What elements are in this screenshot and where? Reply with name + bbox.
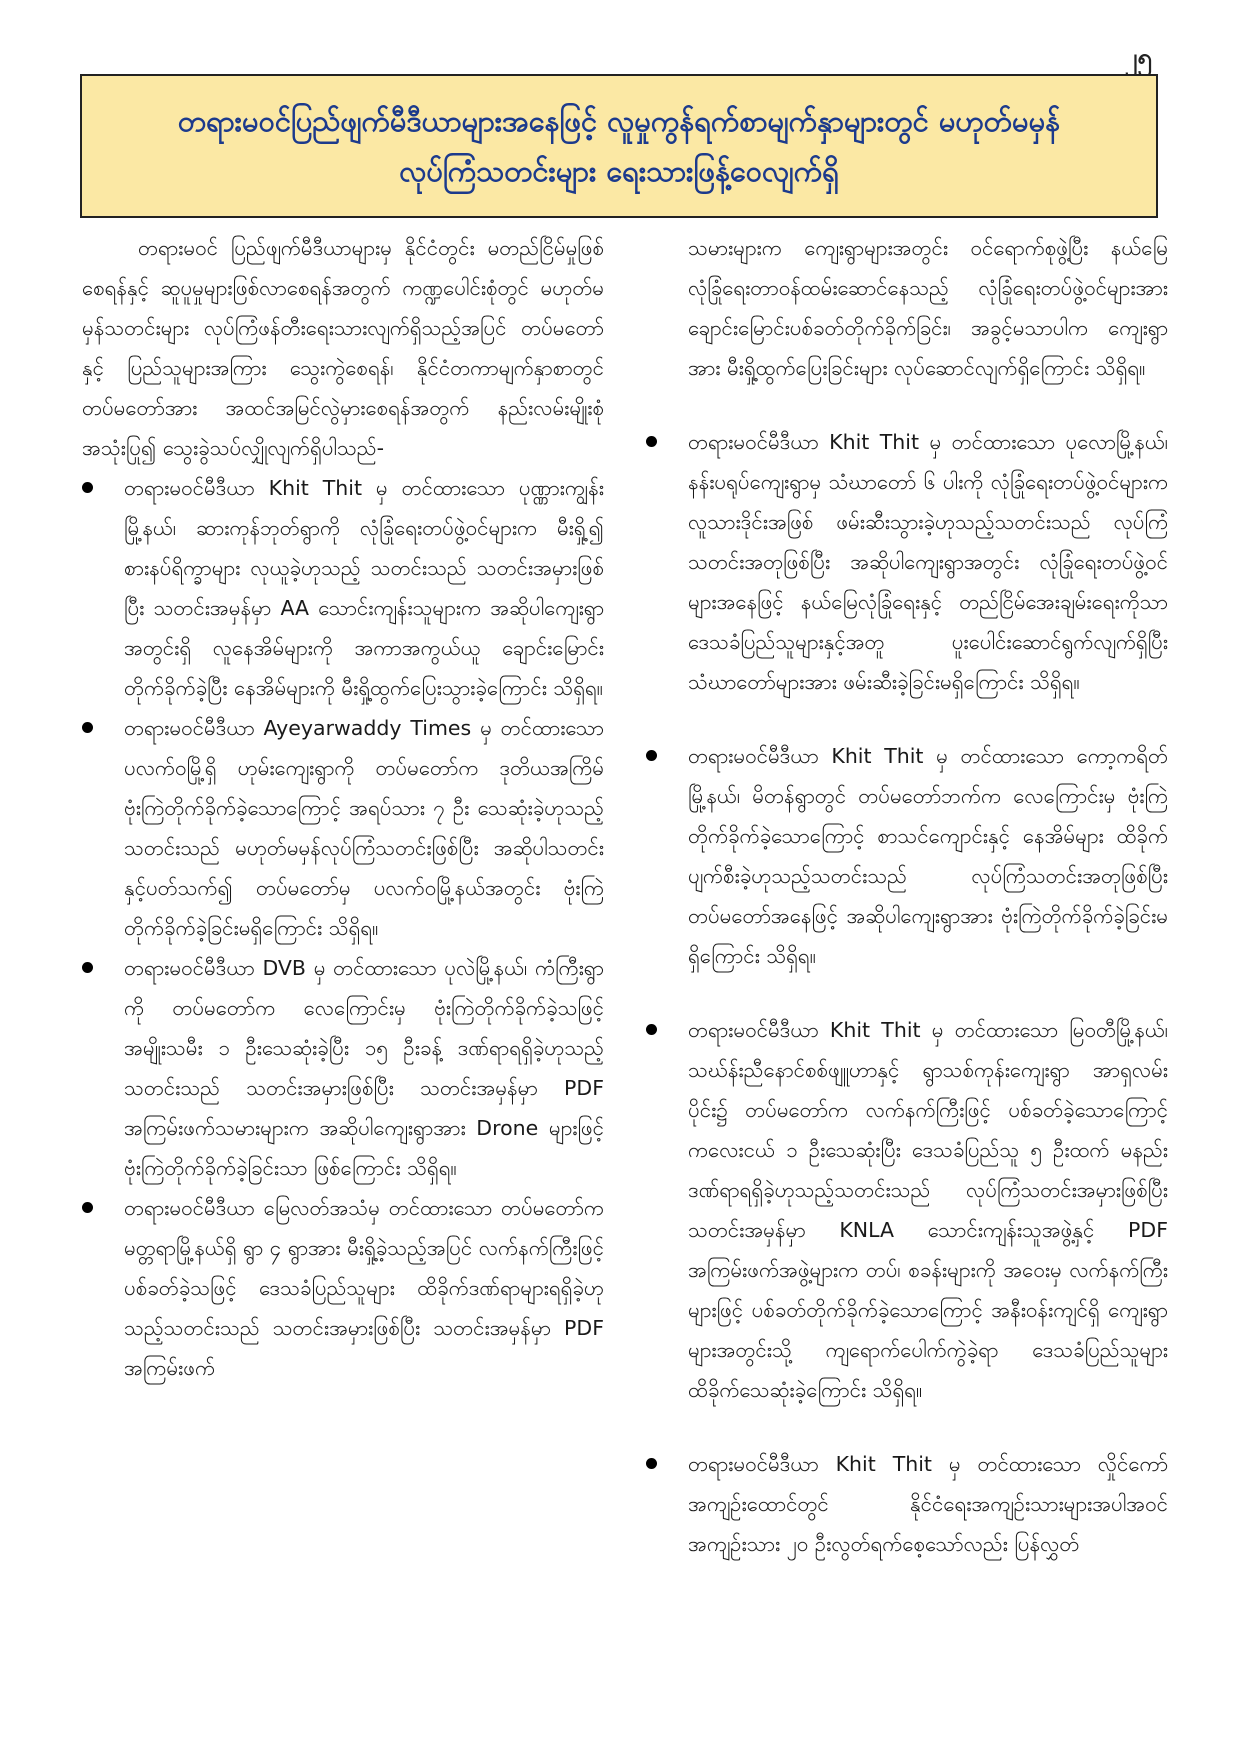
list-item-text: တရားမဝင်မီဒီယာ Khit Thit မှ တင်ထားသော မြဝတီမြို့နယ်၊ သဃ်န်းညီနောင်စစ်ဖျူဟာနှင့် ရွာသစ်ကုန်းကျေးရွာ အာရှလမ်းပိုင်း၌ တပ်မတော်က လက်နက်ကြီးဖြင့် ပစ်ခတ်ခဲ့သောကြောင့် ကလေးငယ် ၁ ဦးသေဆုံးပြီး ဒေသခံပြည်သူ ၅ ဦးထက် မနည်း ဒဏ်ရာရရှိခဲ့ဟုသည့်သတင်းသည် လုပ်ကြံသတင်းအမှားဖြစ်ပြီး သတင်းအမှန်မှာ KNLA သောင်းကျန်းသူအဖွဲ့နှင့် PDF အကြမ်းဖက်အဖွဲ့များက တပ်၊ စခန်းများကို အဝေးမှ လက်နက်ကြီးများဖြင့် ပစ်ခတ်တိုက်ခိုက်ခဲ့သောကြောင့် အနီးဝန်းကျင်ရှိ ကျေးရွာများအတွင်းသို့ ကျရောက်ပေါက်ကွဲခဲ့ရာ ဒေသခံပြည်သူများ ထိခိုက်သေဆုံးခဲ့ကြောင်း သိရှိရ။ — [688, 1018, 1168, 1402]
bullet-icon — [646, 436, 657, 447]
list-item-text: တရားမဝင်မီဒီယာ Ayeyarwaddy Times မှ တင်ထားသော ပလက်ဝမြို့ရှိ ဟုမ်းကျေးရွာကို တပ်မတော်က ဒုတိယအကြိမ် ဗုံးကြဲတိုက်ခိုက်ခဲ့သောကြောင့် အရပ်သား ၇ ဦး သေဆုံးခဲ့ဟုသည့်သတင်းသည် မဟုတ်မမှန်လုပ်ကြံသတင်းဖြစ်ပြီး အဆိုပါသတင်းနှင့်ပတ်သက်၍ တပ်မတော်မှ ပလက်ဝမြို့နယ်အတွင်း ဗုံးကြဲတိုက်ခိုက်ခဲ့ခြင်းမရှိကြောင်း သိရှိရ။ — [124, 716, 604, 940]
bullet-icon — [82, 482, 93, 493]
page-title-line-1: တရားမဝင်ပြည်ဖျက်မီဒီယာများအနေဖြင့် လူမှုကွန်ရက်စာမျက်နှာများတွင် မဟုတ်မမှန် — [177, 104, 1061, 138]
right-column — [646, 228, 1168, 1728]
list-item-text: တရားမဝင်မီဒီယာ DVB မှ တင်ထားသော ပုလဲမြို့နယ်၊ ကံကြီးရွာကို တပ်မတော်က လေကြောင်းမှ ဗုံးကြဲတိုက်ခိုက်ခဲ့သဖြင့် အမျိုးသမီး ၁ ဦးသေဆုံးခဲ့ပြီး ၁၅ ဦးခန့် ဒဏ်ရာရရှိခဲ့ဟုသည့်သတင်းသည် သတင်းအမှားဖြစ်ပြီး သတင်းအမှန်မှာ PDF အကြမ်းဖက်သမားများက အဆိုပါကျေးရွာအား Drone များဖြင့် ဗုံးကြဲတိုက်ခိုက်ခဲ့ခြင်းသာ ဖြစ်ကြောင်း သိရှိရ။ — [124, 956, 604, 1180]
list-item-text: တရားမဝင်မီဒီယာ မြေလတ်အသံမှ တင်ထားသော တပ်မတော်က မတ္တရာမြို့နယ်ရှိ ရွာ ၄ ရွာအား မီးရှို့ခဲ့သည့်အပြင် လက်နက်ကြီးဖြင့် ပစ်ခတ်ခဲ့သဖြင့် ဒေသခံပြည်သူများ ထိခိုက်ဒဏ်ရာများရရှိခဲ့ဟုသည့်သတင်းသည် သတင်းအမှားဖြစ်ပြီး သတင်းအမှန်မှာ PDF အကြမ်းဖက် — [124, 1196, 604, 1380]
bullet-icon — [646, 1024, 657, 1035]
page-number: ၂၅ — [1124, 43, 1152, 73]
list-item — [82, 708, 604, 948]
bullet-icon — [646, 1458, 657, 1469]
list-item — [82, 468, 604, 708]
article-body — [82, 228, 1168, 1728]
list-item-text: တရားမဝင်မီဒီယာ Khit Thit မှ တင်ထားသော လှိုင်ကော်အကျဉ်းထောင်တွင် နိုင်ငံရေးအကျဉ်းသားများအပါအဝင် အကျဉ်းသား ၂၀ ဦးလွတ်ရက်စေ့သော်လည်း ပြန်လွှတ် — [688, 1452, 1168, 1556]
list-item-text: တရားမဝင်မီဒီယာ Khit Thit မှ တင်ထားသော ပုလောမြို့နယ်၊ နန်းပရုပ်ကျေးရွာမှ သံဃာတော် ၆ ပါးကို လုံခြုံရေးတပ်ဖွဲ့ဝင်များက လူသားဒိုင်းအဖြစ် ဖမ်းဆီးသွားခဲ့ဟုသည့်သတင်းသည် လုပ်ကြံသတင်းအတုဖြစ်ပြီး အဆိုပါကျေးရွာအတွင်း လုံခြုံရေးတပ်ဖွဲ့ဝင်များအနေဖြင့် နယ်မြေလုံခြုံရေးနှင့် တည်ငြိမ်အေးချမ်းရေးကိုသာ ဒေသခံပြည်သူများနှင့်အတူ ပူးပေါင်းဆောင်ရွက်လျက်ရှိပြီး သံဃာတော်များအား ဖမ်းဆီးခဲ့ခြင်းမရှိကြောင်း သိရှိရ။ — [688, 430, 1168, 694]
intro-paragraph: တရားမဝင် ပြည်ဖျက်မီဒီယာများမှ နိုင်ငံတွင်း မတည်ငြိမ်မှုဖြစ်စေရန်နှင့် ဆူပူမှုများဖြစ်လာစေရန်အတွက် ကဏ္ဍပေါင်းစုံတွင် မဟုတ်မမှန်သတင်းများ လုပ်ကြံဖန်တီးရေးသားလျက်ရှိသည့်အပြင် တပ်မတော်နှင့် ပြည်သူများအကြား သွေးကွဲစေရန်၊ နိုင်ငံတကာမျက်နှာစာတွင် တပ်မတော်အား အထင်အမြင်လွဲမှားစေရန်အတွက် နည်းလမ်းမျိုးစုံအသုံးပြု၍ သွေးခွဲသပ်လျှိုလျက်ရှိပါသည်- — [82, 236, 604, 460]
list-item — [82, 1188, 604, 1388]
list-item — [646, 1010, 1168, 1410]
list-item — [82, 948, 604, 1188]
list-item — [646, 422, 1168, 702]
list-item — [646, 1444, 1168, 1564]
bullet-icon — [82, 1202, 93, 1213]
page-title-line-2: လုပ်ကြံသတင်းများ ရေးသားဖြန့်ဝေလျက်ရှိ — [399, 154, 839, 188]
bullet-icon — [646, 750, 657, 761]
list-item-text: တရားမဝင်မီဒီယာ Khit Thit မှ တင်ထားသော ပုဏ္ဏားကျွန်းမြို့နယ်၊ ဆားကုန်ဘုတ်ရွာကို လုံခြုံရေးတပ်ဖွဲ့ဝင်များက မီးရှို့၍ စားနပ်ရိက္ခာများ လုယူခဲ့ဟုသည့် သတင်းသည် သတင်းအမှားဖြစ်ပြီး သတင်းအမှန်မှာ AA သောင်းကျန်းသူများက အဆိုပါကျေးရွာအတွင်းရှိ လူနေအိမ်များကို အကာအကွယ်ယူ ချောင်းမြောင်းတိုက်ခိုက်ခဲ့ပြီး နေအိမ်များကို မီးရှို့ထွက်ပြေးသွားခဲ့ကြောင်း သိရှိရ။ — [124, 476, 604, 700]
bullet-icon — [82, 962, 93, 973]
title-box — [80, 74, 1158, 218]
bullet-icon — [82, 722, 93, 733]
list-item-text: တရားမဝင်မီဒီယာ Khit Thit မှ တင်ထားသော ကော့ကရိတ်မြို့နယ်၊ မိတန်ရွာတွင် တပ်မတော်ဘက်က လေကြောင်းမှ ဗုံးကြဲတိုက်ခိုက်ခဲ့သောကြောင့် စာသင်ကျောင်းနှင့် နေအိမ်များ ထိခိုက်ပျက်စီးခဲ့ဟုသည့်သတင်းသည် လုပ်ကြံသတင်းအတုဖြစ်ပြီး တပ်မတော်အနေဖြင့် အဆိုပါကျေးရွာအား ဗုံးကြဲတိုက်ခိုက်ခဲ့ခြင်းမရှိကြောင်း သိရှိရ။ — [688, 744, 1168, 968]
continued-paragraph: သမားများက ကျေးရွာများအတွင်း ဝင်ရောက်စုဖွဲ့ပြီး နယ်မြေလုံခြုံရေးတာဝန်ထမ်းဆောင်နေသည့် လုံခြုံရေးတပ်ဖွဲ့ဝင်များအား ချောင်းမြောင်းပစ်ခတ်တိုက်ခိုက်ခြင်း၊ အခွင့်မသာပါက ကျေးရွာအား မီးရှို့ထွက်ပြေးခြင်းများ လုပ်ဆောင်လျက်ရှိကြောင်း သိရှိရ။ — [688, 236, 1168, 380]
left-column — [82, 228, 604, 1728]
list-item — [646, 736, 1168, 976]
